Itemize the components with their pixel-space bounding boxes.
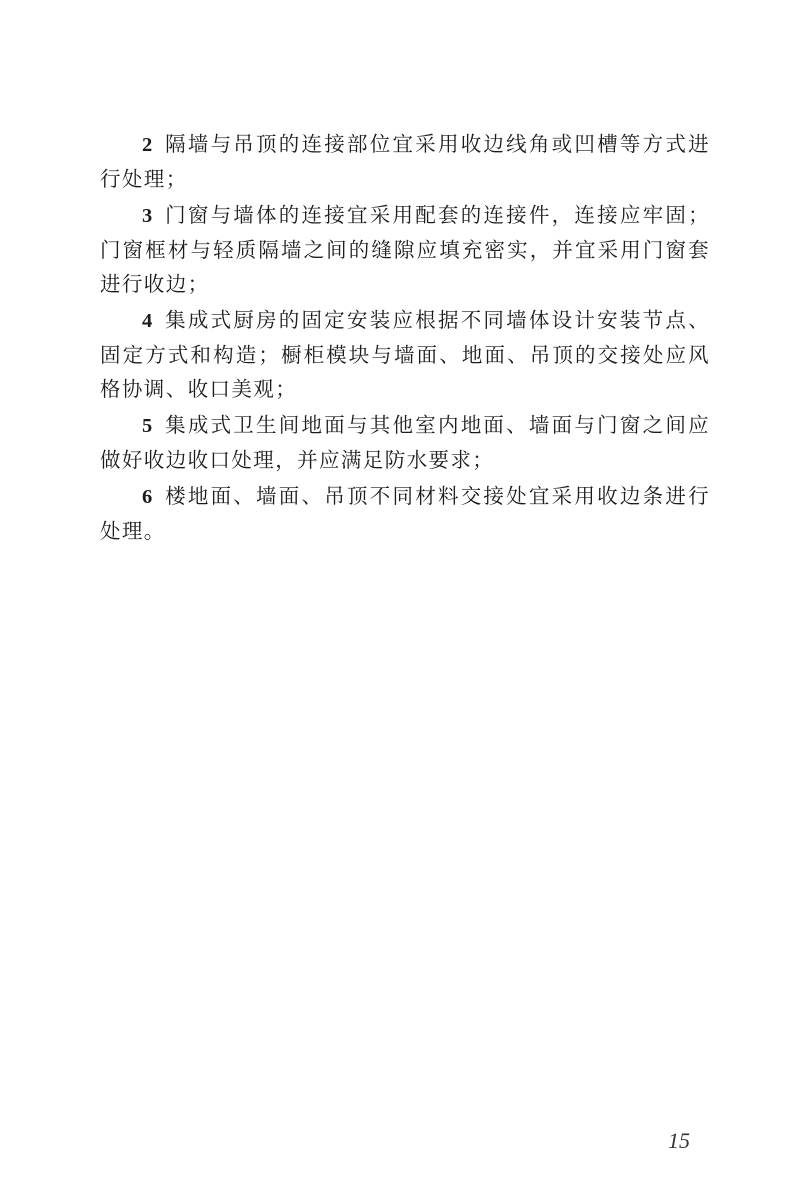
page-number: 15 [668, 1128, 690, 1153]
clause-text: 集成式厨房的固定安装应根据不同墙体设计安装节点、固定方式和构造；橱柜模块与墙面、地面、吊顶的交接处应风格协调、收口美观； [100, 308, 710, 401]
clause-item-5 [100, 408, 710, 477]
clause-number: 3 [142, 205, 153, 227]
clause-text: 集成式卫生间地面与其他室内地面、墙面与门窗之间应做好收边收口处理，并应满足防水要求； [100, 413, 710, 472]
clause-number: 2 [142, 134, 153, 156]
clause-item-2 [100, 127, 710, 196]
clause-number: 5 [142, 415, 153, 437]
clause-list [100, 127, 710, 550]
clause-number: 6 [142, 486, 153, 508]
clause-number: 4 [142, 310, 153, 332]
clause-item-6 [100, 479, 710, 548]
clause-text: 楼地面、墙面、吊顶不同材料交接处宜采用收边条进行处理。 [100, 484, 710, 543]
clause-item-3 [100, 198, 710, 301]
clause-text: 门窗与墙体的连接宜采用配套的连接件，连接应牢固；门窗框材与轻质隔墙之间的缝隙应填充密实，并宜采用门窗套进行收边； [100, 203, 710, 296]
clause-text: 隔墙与吊顶的连接部位宜采用收边线角或凹槽等方式进行处理； [100, 132, 710, 191]
clause-item-4 [100, 303, 710, 406]
